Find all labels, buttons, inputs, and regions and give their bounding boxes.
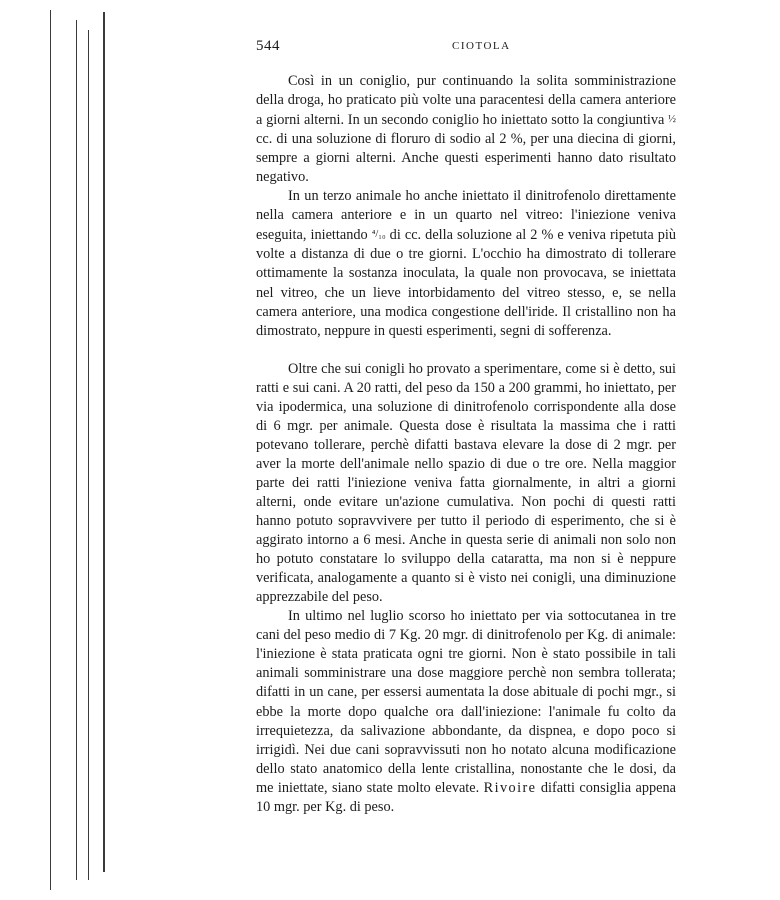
page-header xyxy=(256,38,678,60)
paragraph-text: di cc. della soluzione al 2 % e veniva ripetuta più volte a distanza di due o tre giorni. L'occhio ha dimostrato di tollerare ottimamente la sostanza inoculata, la quale non provocava, se iniettata nel vitreo, che un lieve intorbidamento del vitreo stesso, e, se nella camera anteriore, una modica congestione dell'iride. Il cristallino non ha dimostrato, neppure in questi esperimenti, segni di sofferenza. xyxy=(256,227,676,339)
fraction: ⁴/₁₀ xyxy=(371,229,386,241)
paragraph xyxy=(256,607,676,817)
binding-gutter xyxy=(0,0,120,900)
paragraph xyxy=(256,72,676,187)
paragraph xyxy=(256,187,676,340)
paragraph: Oltre che sui conigli ho provato a sperimentare, come si è detto, sui ratti e sui cani. A 20 ratti, del peso da 150 a 200 grammi, ho iniettato, per via ipodermica, una soluzione di dinitrofenolo corrispondente alla dose di 6 mgr. per animale. Questa dose è risultata la massima che i ratti potevano tollerare, perchè difatti bastava elevare la dose di 2 mgr. per aver la morte dell'animale nello spazio di due o tre ore. Nella maggior parte dei ratti l'iniezione veniva fatta giornalmente, in altri a giorni alterni, onde evitare un'azione cumulativa. Non pochi di questi ratti hanno potuto sopravvivere per tutto il periodo di esperimento, che si è aggirato intorno a 6 mesi. Anche in questa serie di animali non solo non ho potuto constatare lo sviluppo della cataratta, ma non si è neppure verificata, analogamente a quanto si è visto nei conigli, una diminuzione apprezzabile del peso. xyxy=(256,360,676,606)
paragraph-text: Così in un coniglio, pur continuando la solita somministrazione della droga, ho praticato più volte una paracentesi della camera anteriore a giorni alterni. In un secondo coniglio ho iniettato sotto la congiuntiva xyxy=(256,73,676,129)
binding-line xyxy=(76,20,77,880)
paragraph-text: In ultimo nel luglio scorso ho iniettato per via sottocutanea in tre cani del peso medio di 7 Kg. 20 mgr. di dinitrofenolo per Kg. di animale: l'iniezione è stata praticata ogni tre giorni. Non è stato possibile in tali animali somministrare una dose maggiore perchè non sembra tollerata; difatti in un cane, per essersi aumentata la dose abituale di pochi mgr., si ebbe la morte dopo qualche ora dall'iniezione: l'animale fu colto da irrequietezza, da salivazione abbondante, da dispnea, e dopo poco si irrigidì. Nei due cani sopravvissuti non ho notato alcuna modificazione dello stato anatomico della lente cristallina, nonostante che le dosi, da me iniettate, siano state molto elevate. xyxy=(256,608,676,796)
paragraph-text: In un terzo animale ho anche iniettato il dinitrofenolo direttamente nella camera anteriore e in un quarto nel vitreo: l'iniezione veniva eseguita, iniettando xyxy=(256,188,676,244)
binding-line xyxy=(88,30,89,880)
fraction: ½ xyxy=(668,114,676,126)
binding-line xyxy=(103,12,105,872)
page-number: 544 xyxy=(256,38,280,54)
binding-line xyxy=(50,10,51,890)
body-text xyxy=(256,72,676,817)
cited-author: Rivoire xyxy=(483,779,537,796)
paragraph-text: difatti consiglia appena 10 mgr. per Kg. di peso. xyxy=(256,779,676,815)
running-head: CIOTOLA xyxy=(452,40,511,52)
paragraph-text: cc. di una soluzione di floruro di sodio al 2 %, per una diecina di giorni, sempre a giorni alterni. Anche questi esperimenti hanno dato risultato negativo. xyxy=(256,131,676,186)
